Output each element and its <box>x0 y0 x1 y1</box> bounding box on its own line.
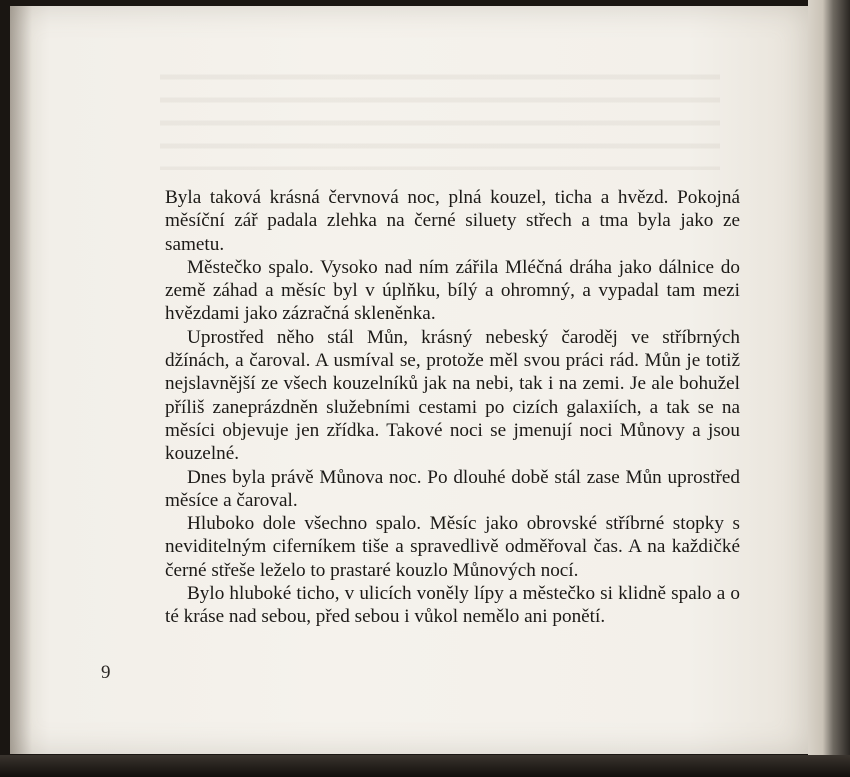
paragraph: Dnes byla právě Můnova noc. Po dlouhé době stál zase Můn uprostřed měsíce a čaroval. <box>165 466 740 511</box>
page-number: 9 <box>101 662 111 683</box>
paragraph: Byla taková krásná červnová noc, plná kouzel, ticha a hvězd. Pokojná měsíční zář padala zlehka na černé siluety střech a tma byla jako ze sametu. <box>165 187 740 255</box>
body-text <box>165 186 740 629</box>
paragraph: Městečko spalo. Vysoko nad ním zářila Mléčná dráha jako dálnice do země záhad a měsíc byl v úplňku, bílý a ohromný, a vypadal tam mezi hvězdami jako zázračná skleněnka. <box>165 256 740 325</box>
paragraph: Bylo hluboké ticho, v ulicích voněly lípy a městečko si klidně spalo a o té kráse nad sebou, před sebou i vůkol nemělo ani ponětí. <box>165 583 740 628</box>
book-bottom-edge <box>0 755 850 777</box>
page-gutter-shadow <box>10 6 32 754</box>
paragraph: Uprostřed něho stál Můn, krásný nebeský čaroděj ve stříbrných džínách, a čaroval. A usmíval se, protože měl svou práci rád. Můn je totiž nejslavnější ze všech kouzelníků jak na nebi, tak i na zemi. Je ale bohužel příliš zaneprázdněn služebními cestami po cizích galaxiích, a tak se na měsíci objevuje jen zřídka. Takové noci se jmenují noci Můnovy a jsou kouzelné. <box>165 326 740 465</box>
paragraph: Hluboko dole všechno spalo. Měsíc jako obrovské stříbrné stopky s neviditelným ciferníkem tiše a spravedlivě odměřoval čas. A na každičké černé střeše leželo to prastaré kouzlo Můnových nocí. <box>165 513 740 581</box>
book-edge <box>808 0 850 777</box>
show-through-text <box>160 60 720 170</box>
